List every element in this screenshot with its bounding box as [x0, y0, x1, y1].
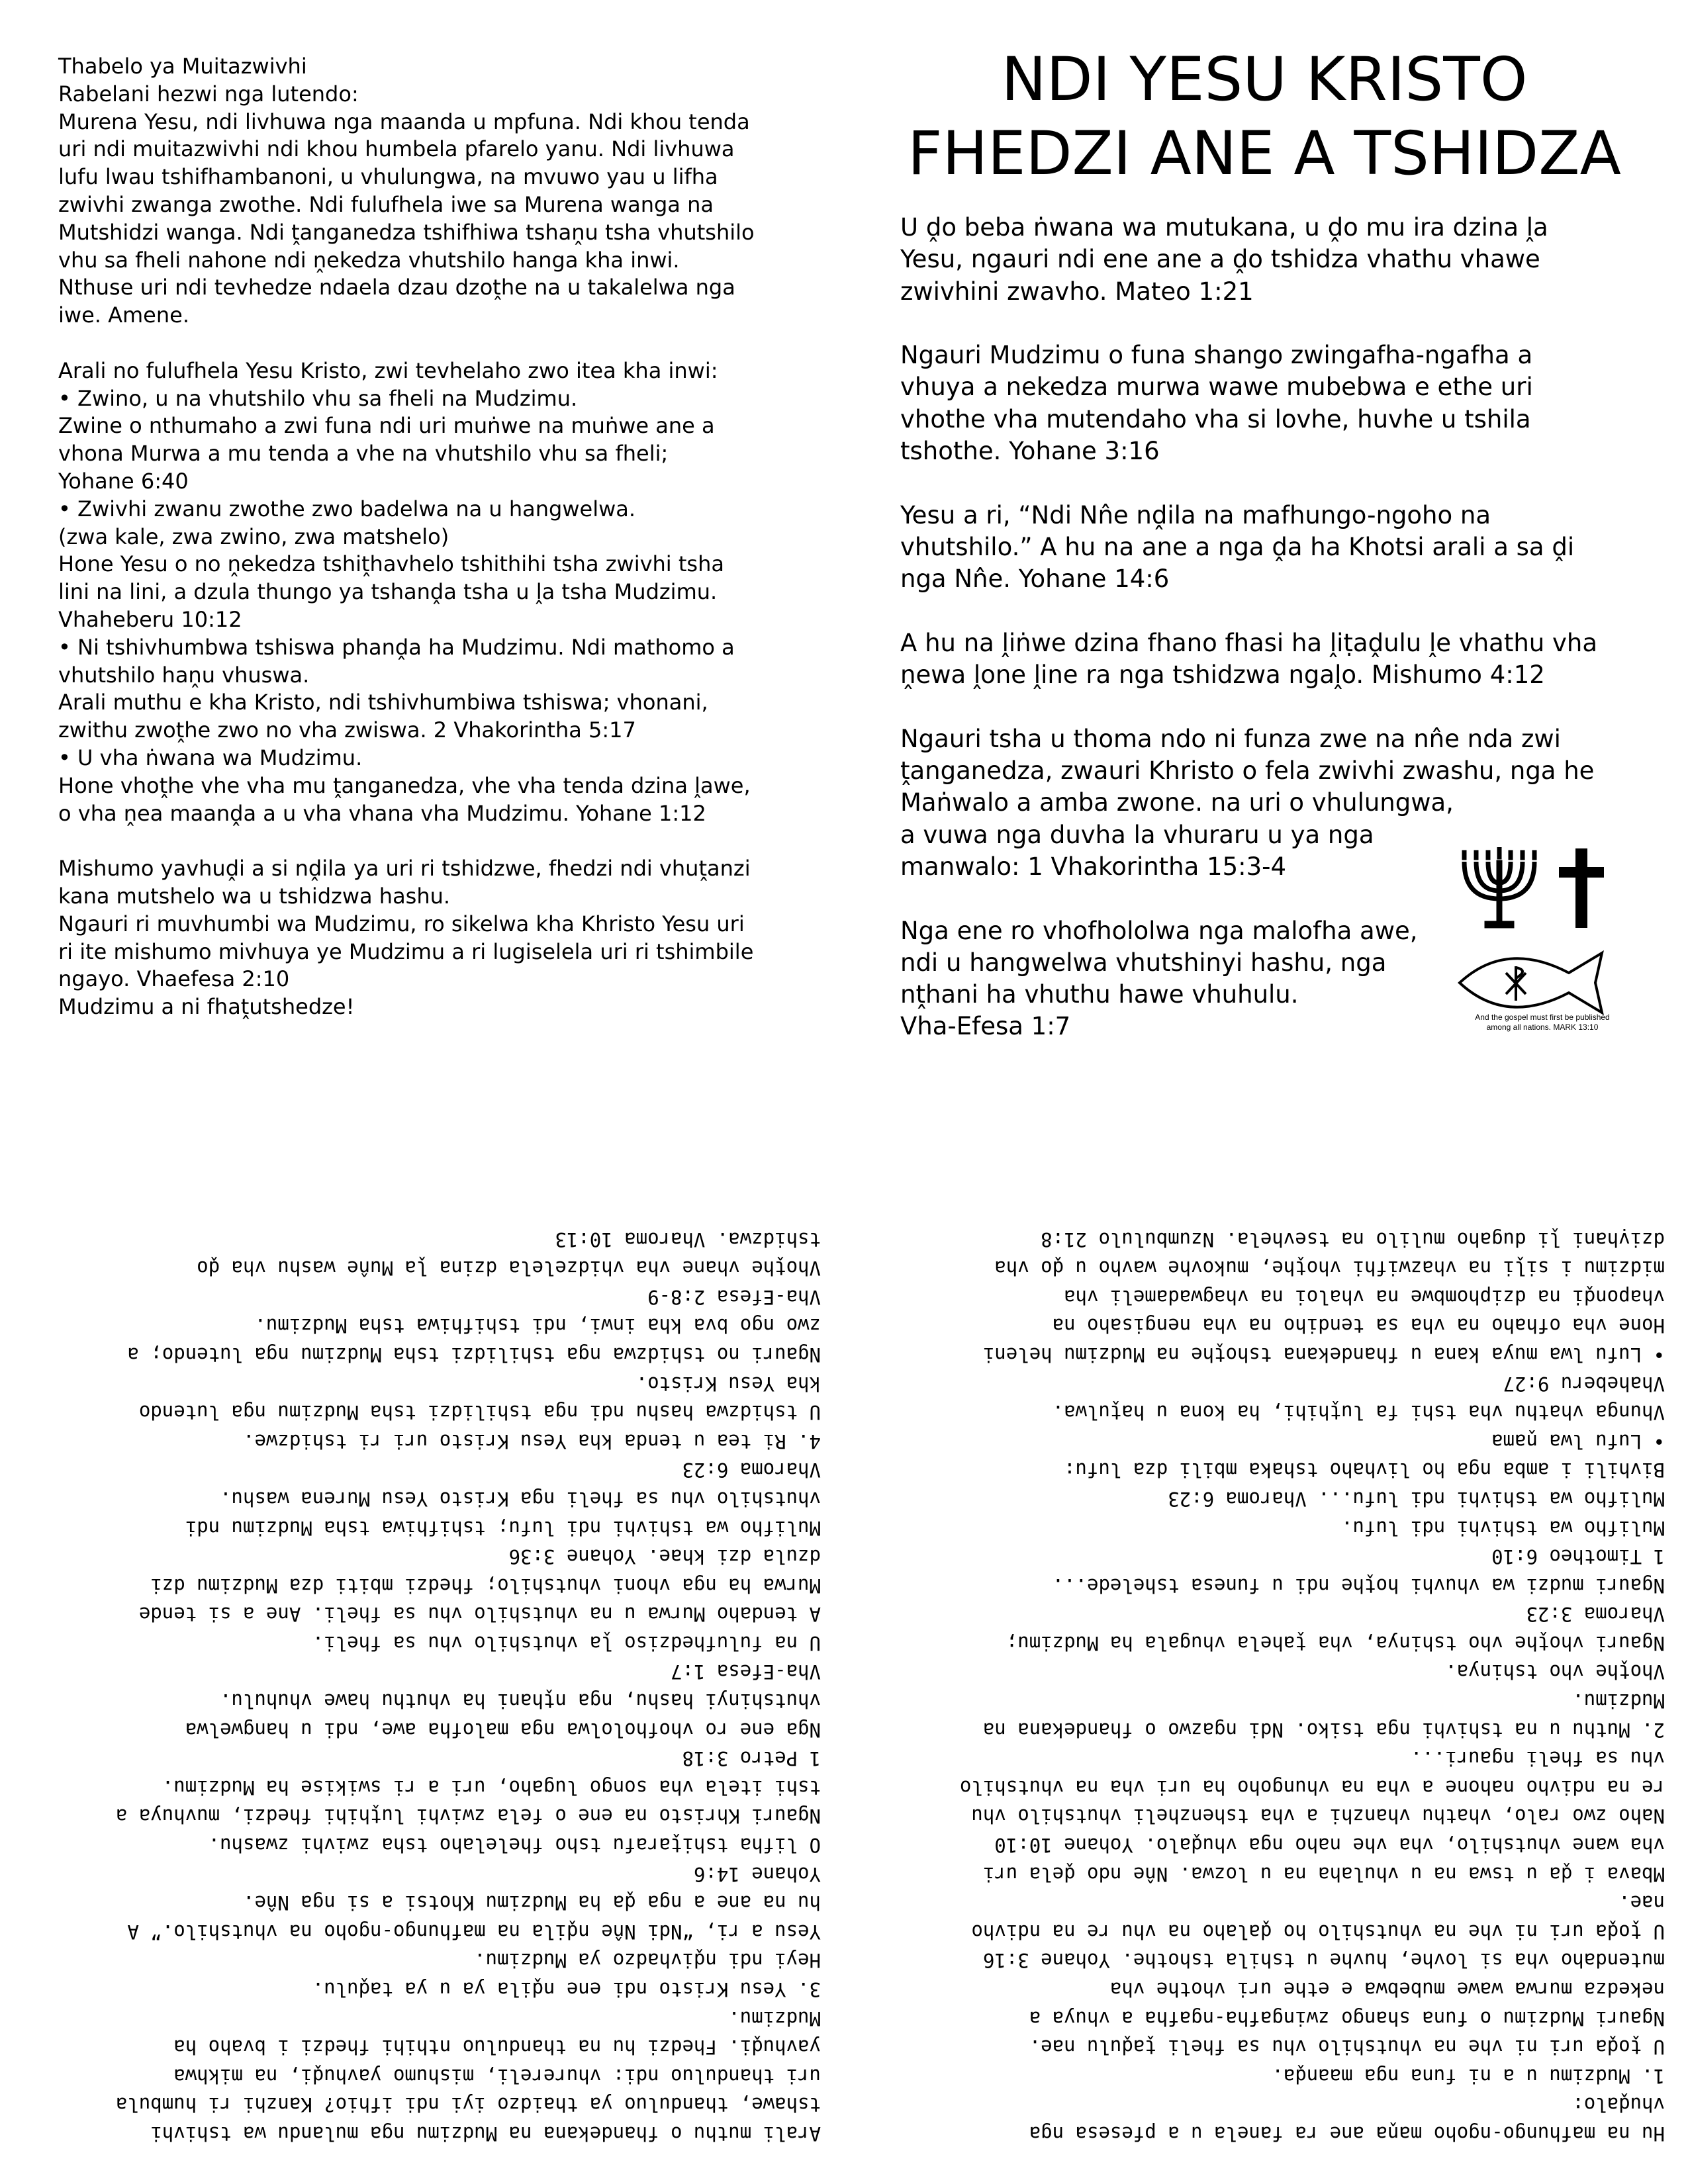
scripture-column: U ḓo beba ṅwana wa mutukana, u ḓo mu ira dzina ḽa Yesu, ngauri ndi ene ane a ḓo tshidza vhathu vhawe zwivhini zwavho. Mateo 1:21 Ngauri Mudzimu o funa shango zwingafha-ngafha a vhuya a nekedza murwa wawe mubebwa e ethe uri vhothe vha mutendaho vha si lovhe, huvhe u tshila tshothe. Yohane 3:16 Yesu a ri, “Ndi Nn̂e nḓila na mafhungo-ngoho na vhutshilo.” A hu na ane a nga ḓa ha Khotsi arali a sa ḓi nga Nn̂e. Yohane 14:6 A hu na ḽiṅwe dzina fhano fhasi ha ḽiṭaḓulu ḽe vhathu vha ṋewa ḽone ḽine ra nga tshidzwa ngaḽo. Mishumo 4:12 Ngauri tsha u thoma ndo ni funza zwe na nn̂e nda zwi ṱanganedza, zwauri Khristo o fela zwivhi zwashu, nga he Maṅwalo a amba zwone. na uri o vhulungwa, a vuwa nga duvha la vhuraru u ya nga manwalo: 1 Vhakorintha 15:3-4 Nga ene ro vhofhololwa nga malofha awe, ndi u hangwelwa vhutshinyi hashu, nga nṱhani ha vhuthu hawe vhuhulu. Vha-Efesa 1:7: [900, 213, 1598, 1041]
inverted-text-left: Arali muthu o fhandekana na Mudzimu nga mulandu wa tshivhi tshawe, thanduluo ya thaidzo iyi ndi ifhio? Kanzhi ri humbula uri thanduluo ndi: vhurereli, mishumo yavhuḓi, na mikhwa yavhuḓi. Fhedzi hu na thanduluo nthihi fhedzi i bvaho ha Mudzimu. 3. Yesu Kristo ndi ene nḓila ya u ya taḓulu. Heyi ndi nḓivhadzo ya Mudzimu. Yesu a ri, “Ndi Nn̂e nḓila na mafhungo-ngoho na vhutshilo.” A hu na ane a nga ḓa ha Mudzimu Khotsi a si nga Nn̂e. Yohane 14:6 O lifha tshiṱarafu tsho fhelelaho tsha zwivhi zwashu. Ngauri Khristo na ene o fela zwivhi luṱhihi fhedzi, muvhuya a tshi itela vha songo lugaho, uri a ri swikise ha Mudzimu. 1 Petro 3:18 Nga ene ro vhofhololwa nga malofha awe, ndi u hangwelwa vhutshinyi hashu, nga nṱhani ha vhuthu hawe vhuhulu. Vha-Efesa 1:7 U na fulufhedziso ḽa vhutshilo vhu sa fheli. A tendaho Murwa u na vhutshilo vhu sa fheli. Ane a si tende Murwa ha nga vhoni vhutshilo; fhedzi mbiti dza Mudzimu dzi dzula dzi khae. Yohane 3:36 Mulifho wa tshivhi ndi lufu; tshifhiwa tsha Mudzimu ndi vhutshilo vhu sa fheli nga Kristo Yesu Murena washu. Vharoma 6:23 4. Ri tea u tenda kha Yesu Kristo uri ri tshidzwe. U tshidzwa hashu ndi nga tshilidzi tsha Mudzimu nga lutendo kha Yesu Kristo. Ngauri no tshidzwa nga tshilidzi tsha Mudzimu nga lutendo; a zwo ngo bva kha inwi, ndi tshifhiwa tsha Mudzimu. Vha-Efesa 2:8-9 Vhoṱhe vhane vha vhidzelela dzina ḽa Mun̂e washu vha ḓo tshidzwa. Vharoma 10:13: [115, 1228, 821, 2145]
menorah-icon: [1462, 847, 1536, 928]
cross-icon: [1559, 848, 1604, 928]
inverted-panel-left: [53, 1142, 821, 2148]
ichthys-icon: [1460, 953, 1602, 1013]
inverted-panel-right: [904, 1142, 1665, 2148]
page-title: NDI YESU KRISTO FHEDZI ANE A TSHIDZA: [908, 45, 1621, 189]
inverted-text-right: Hu na mafhungo-ngoho maṋa ane ra fanela u a pfesesa nga vhuḓalo: 1. Mudzimu u a ni funa nga maanḓa. U ṱoḓa uri ni vhe na vhutshilo vhu sa fheli ṱaḓulu nae. Ngauri Mudzimu o funa shango zwingafha-ngafha a vhuya a nekedza murwa wawe mubebwa e ethe uri vhothe vha mutendaho vha si lovhe, huvhe u tshila tshothe. Yohane 3:16 U ṱoḓa uri ni vhe na vhutshilo ho ḓalaho na vhu re na ndivho nae. Mbava i ḓa u tswa na u vhulaha na u lozwa. Nn̂e ndo ḓela uri vha wane vhutshilo, vha vhe naho nga vhuḓalo. Yohane 10:10 Naho zwo ralo, vhathu vhanzhi a vha tshenzheli vhutshilo vhu re na ndivho nahone a vha na vhungoho ha uri vha na vhutshilo vhu sa fheli ngauri... 2. Muthu u na tshivhi nga tsiko. Ndi ngazwo o fhandekana na Mudzimu. Vhoṱhe vho tshinya. Ngauri vhoṱhe vho tshinya, vha ṱahela vhugala ha Mudzimu; Vharoma 3:23 Ngauri mudzi wa vhuvhi hoṱhe ndi u funesa tshelede... 1 Timotheo 6:10 Mulifho wa tshivhi ndi lufu. Mulifho wa tshivhi ndi lufu... Vharoma 6:23 Bivhili i amba nga ho livhaho tshaka mbili dza lufu: • Lufu lwa ṋama Vhunga vhathu vha tshi fa luṱhihi, ha kona u haṱulwa. Vhaheberu 9:27 • Lufu lwa muya kana u fhandekana tshoṱhe na Mudzimu heleni Hone vha ofhaho na vha sa tendiho na vha nengisaho na vhaponḓi na dziphombwe na vhaloi na vhagwadameli vha midzimu i siḽi na vhazwifhi vhoṱhe, mukovhe wavho u ḓo vha dziṿhani ḽi dugaho mulilo na tsevhela. Nzumbululo 21:8: [959, 1228, 1665, 2145]
prayer-column: Thabelo ya Muitazwivhi Rabelani hezwi nga lutendo: Murena Yesu, ndi livhuwa nga maanda u mpfuna. Ndi khou tenda uri ndi muitazwivhi ndi khou humbela pfarelo yanu. Ndi livhuwa lufu lwau tshifhambanoni, u vhulungwa, na mvuwo yau u lifha zwivhi zwanga zwothe. Ndi fulufhela iwe sa Murena wanga na Mutshidzi wanga. Ndi ṱanganedza tshifhiwa tshaṋu tsha vhutshilo vhu sa fheli nahone ndi ṋekedza vhutshilo hanga kha inwi. Nthuse uri ndi tevhedze ndaela dzau dzoṱhe na u takalelwa nga iwe. Amene. Arali no fulufhela Yesu Kristo, zwi tevhelaho zwo itea kha inwi: • Zwino, u na vhutshilo vhu sa fheli na Mudzimu. Zwine o nthumaho a zwi funa ndi uri muṅwe na muṅwe ane a vhona Murwa a mu tenda a vhe na vhutshilo vhu sa fheli; Yohane 6:40 • Zwivhi zwanu zwothe zwo badelwa na u hangwelwa. (zwa kale, zwa zwino, zwa matshelo) Hone Yesu o no ṋekedza tshiṱhavhelo tshithihi tsha zwivhi tsha lini na lini, a dzula thungo ya tshanḓa tsha u ḽa tsha Mudzimu. Vhaheberu 10:12 • Ni tshivhumbwa tshiswa phanḓa ha Mudzimu. Ndi mathomo a vhutshilo haṋu vhuswa. Arali muthu e kha Kristo, ndi tshivhumbiwa tshiswa; vhonani, zwithu zwoṱhe zwo no vha zwiswa. 2 Vhakorintha 5:17 • U vha ṅwana wa Mudzimu. Hone vhoṱhe vhe vha mu ṱanganedza, vhe vha tenda dzina ḽawe, o vha ṋea maanḓa a u vha vhana vha Mudzimu. Yohane 1:12 Mishumo yavhuḓi a si nḓila ya uri ri tshidzwe, fhedzi ndi vhuṱanzi kana mutshelo wa u tshidzwa hashu. Ngauri ri muvhumbi wa Mudzimu, ro sikelwa kha Khristo Yesu uri ri ite mishumo mivhuya ye Mudzimu a ri lugiselela uri ri tshimbile ngayo. Vhaefesa 2:10 Mudzimu a ni fhaṱutshedze!: [58, 54, 755, 1020]
emblem-caption: And the gospel must first be published among all nations. MARK 13:10: [1475, 1013, 1610, 1032]
